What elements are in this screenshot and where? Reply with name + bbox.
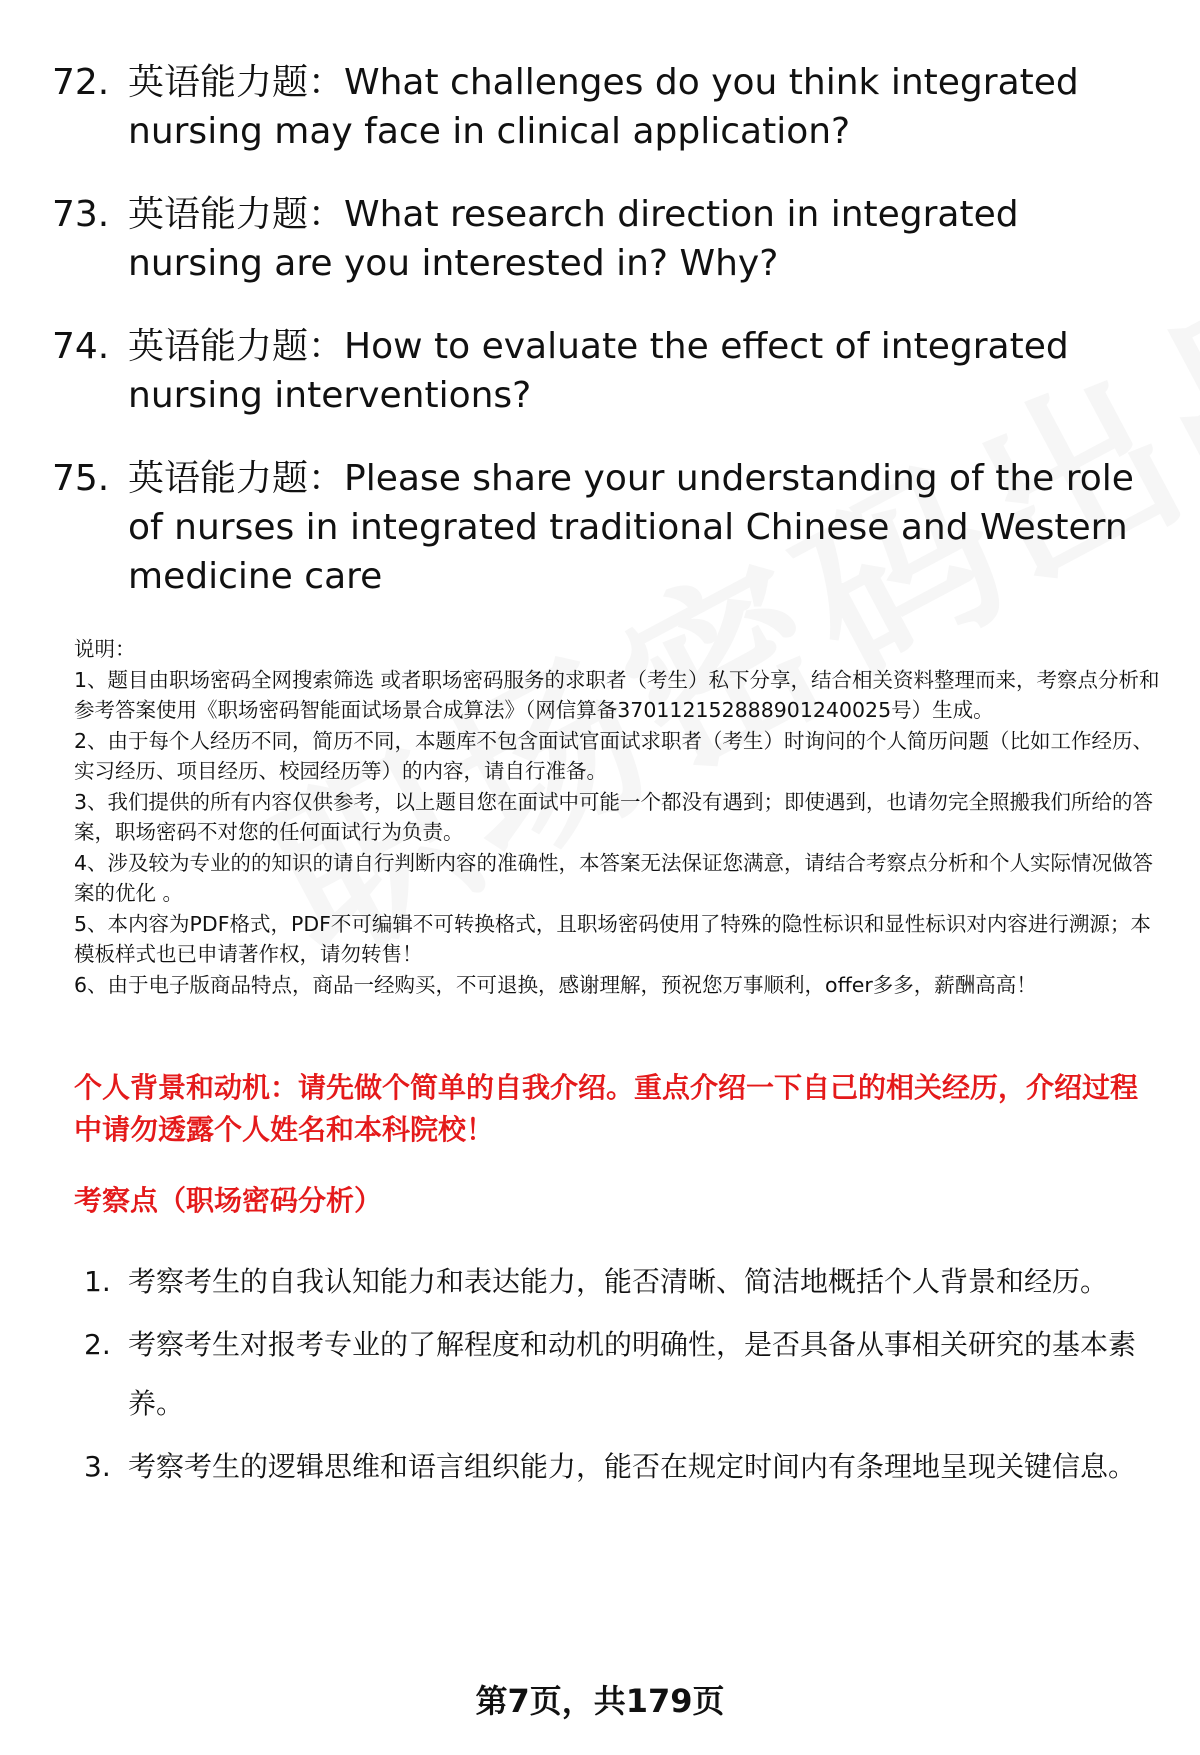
point-text: 考察考生的逻辑思维和语言组织能力，能否在规定时间内有条理地呈现关键信息。 [128, 1450, 1137, 1483]
question-number: 74. [52, 326, 110, 367]
note-item: 2、由于每个人经历不同，简历不同，本题库不包含面试官面试求职者（考生）时询问的个人简历问题（比如工作经历、实习经历、项目经历、校园经历等）的内容，请自行准备。 [74, 728, 1154, 783]
question-item [52, 322, 1162, 420]
point-item [84, 1315, 1164, 1433]
point-text: 考察考生对报考专业的了解程度和动机的明确性，是否具备从事相关研究的基本素养。 [128, 1328, 1137, 1420]
point-number: 3. [84, 1450, 111, 1483]
question-text [128, 454, 1162, 601]
question-body: What challenges do you think integrated nursing may face in clinical application? [128, 62, 1079, 152]
question-label: 英语能力题： [128, 458, 345, 499]
question-item [52, 454, 1162, 601]
points-heading: 考察点（职场密码分析） [74, 1184, 383, 1217]
question-number: 72. [52, 62, 110, 103]
question-text [128, 190, 1162, 288]
note-item: 4、涉及较为专业的的知识的请自行判断内容的准确性，本答案无法保证您满意，请结合考察点分析和个人实际情况做答案的优化 。 [74, 850, 1154, 905]
question-label: 英语能力题： [128, 194, 345, 235]
points-list [84, 1252, 1164, 1500]
question-body: What research direction in integrated nursing are you interested in? Why? [128, 194, 1019, 284]
question-body: Please share your understanding of the role of nurses in integrated traditional Chinese and Western medicine care [128, 458, 1134, 597]
question-text [128, 58, 1162, 156]
point-text: 考察考生的自我认知能力和表达能力，能否清晰、简洁地概括个人背景和经历。 [128, 1265, 1109, 1298]
question-list [52, 58, 1162, 635]
point-number: 2. [84, 1328, 111, 1361]
question-item [52, 58, 1162, 156]
intro-question-heading: 个人背景和动机：请先做个简单的自我介绍。重点介绍一下自己的相关经历，介绍过程中请勿透露个人姓名和本科院校！ [74, 1071, 1139, 1146]
notes-heading: 说明： [74, 637, 136, 661]
question-body: How to evaluate the effect of integrated nursing interventions? [128, 326, 1069, 416]
note-item: 6、由于电子版商品特点，商品一经购买，不可退换，感谢理解，预祝您万事顺利，offer多多，薪酬高高！ [74, 972, 1037, 997]
question-number: 75. [52, 458, 110, 499]
point-item [84, 1437, 1164, 1496]
question-item [52, 190, 1162, 288]
note-item: 5、本内容为PDF格式，PDF不可编辑不可转换格式，且职场密码使用了特殊的隐性标识和显性标识对内容进行溯源；本模板样式也已申请著作权，请勿转售！ [74, 911, 1151, 966]
notes-block [74, 634, 1164, 1000]
page-footer: 第7页，共179页 [475, 1682, 725, 1720]
question-text [128, 322, 1162, 420]
question-number: 73. [52, 194, 110, 235]
question-label: 英语能力题： [128, 326, 345, 367]
point-number: 1. [84, 1265, 111, 1298]
note-item: 3、我们提供的所有内容仅供参考，以上题目您在面试中可能一个都没有遇到；即使遇到，也请勿完全照搬我们所给的答案，职场密码不对您的任何面试行为负责。 [74, 789, 1154, 844]
point-item [84, 1252, 1164, 1311]
note-item: 1、题目由职场密码全网搜索筛选 或者职场密码服务的求职者（考生）私下分享，结合相关资料整理而来，考察点分析和参考答案使用《职场密码智能面试场景合成算法》（网信算备370112152888901240025号）生成。 [74, 667, 1160, 722]
question-label: 英语能力题： [128, 62, 345, 103]
